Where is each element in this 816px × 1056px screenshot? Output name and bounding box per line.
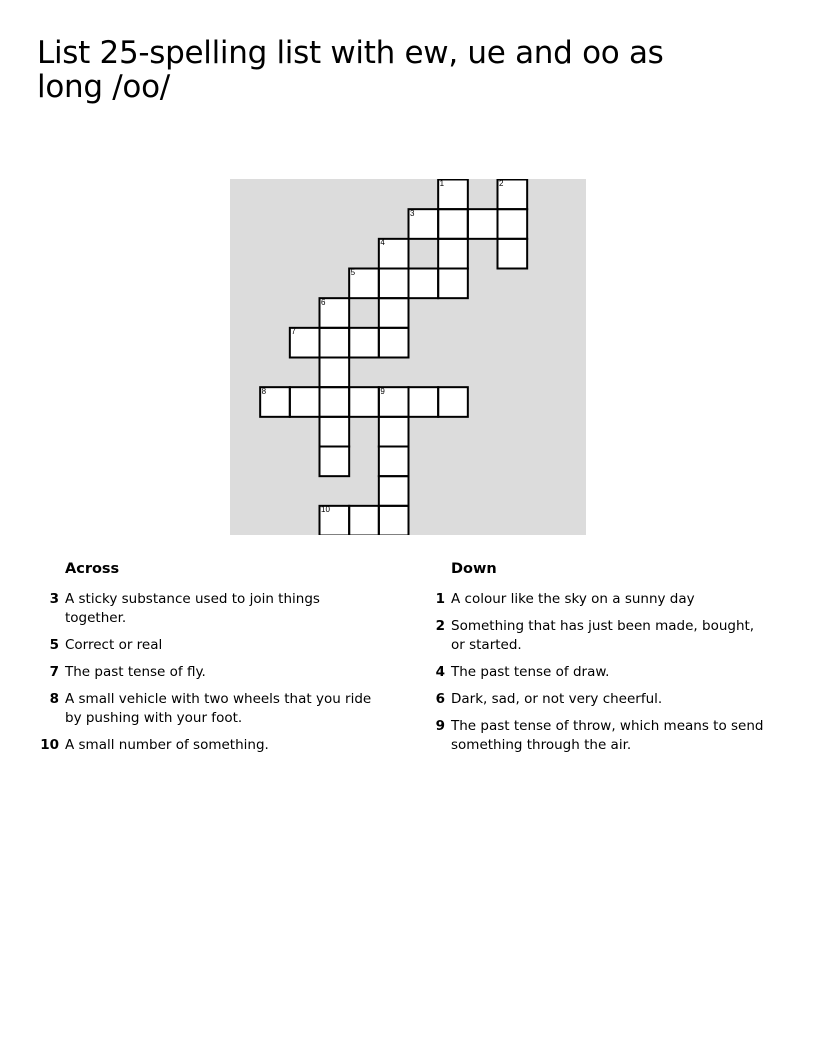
clue-number: 8: [49, 691, 59, 707]
clue-number: 4: [435, 664, 445, 680]
down-heading: Down: [451, 561, 497, 577]
crossword-cell[interactable]: [260, 387, 290, 417]
across-clue: [30, 690, 380, 728]
clue-text: Something that has just been made, bought, or started.: [451, 618, 755, 653]
crossword-cell[interactable]: [378, 476, 408, 506]
crossword-cell[interactable]: [349, 387, 379, 417]
crossword-cell[interactable]: [438, 387, 468, 417]
crossword-cell[interactable]: [349, 505, 379, 535]
clue-number: 3: [49, 591, 59, 607]
clue-number: 1: [435, 591, 445, 607]
cell-number: 8: [261, 386, 267, 396]
crossword-cell[interactable]: [289, 327, 319, 357]
crossword-cell[interactable]: [319, 505, 349, 535]
down-clue-list: [416, 590, 766, 755]
down-clue: [416, 717, 766, 755]
crossword-cell[interactable]: [319, 446, 349, 476]
clue-text: A small vehicle with two wheels that you ride by pushing with your foot.: [65, 691, 372, 726]
crossword-cell[interactable]: [319, 416, 349, 446]
cell-number: 3: [410, 208, 415, 218]
crossword-cell[interactable]: [408, 268, 438, 298]
across-heading: Across: [65, 561, 120, 577]
cell-number: 9: [380, 386, 385, 396]
cell-number: 1: [439, 179, 445, 188]
crossword-cell[interactable]: [408, 387, 438, 417]
crossword-cell[interactable]: [497, 179, 527, 209]
crossword-cell[interactable]: [467, 209, 497, 239]
cell-number: 5: [350, 268, 356, 277]
clue-text: Dark, sad, or not very cheerful.: [451, 691, 663, 707]
clue-number: 10: [40, 737, 59, 753]
clue-number: 6: [435, 691, 445, 707]
crossword-cell[interactable]: [378, 327, 408, 357]
across-clues: [30, 560, 380, 763]
crossword-cell[interactable]: [497, 238, 527, 268]
crossword-cell[interactable]: [378, 387, 408, 417]
crossword-grid: [230, 179, 586, 535]
crossword-cell[interactable]: [438, 179, 468, 209]
clue-text: The past tense of fly.: [65, 664, 206, 680]
crossword-cell[interactable]: [378, 446, 408, 476]
clue-text: A colour like the sky on a sunny day: [451, 591, 695, 607]
crossword-cell[interactable]: [378, 268, 408, 298]
crossword-cell[interactable]: [378, 238, 408, 268]
crossword-cell[interactable]: [319, 357, 349, 387]
crossword-cell[interactable]: [408, 209, 438, 239]
crossword-cell[interactable]: [289, 387, 319, 417]
down-clue: [416, 663, 766, 682]
crossword-cell[interactable]: [319, 387, 349, 417]
clue-number: 5: [49, 637, 59, 653]
crossword-cell[interactable]: [438, 238, 468, 268]
crossword-cell[interactable]: [349, 327, 379, 357]
down-clues: [416, 560, 766, 763]
crossword-cell[interactable]: [378, 505, 408, 535]
across-clue: [30, 590, 380, 628]
across-clue-list: [30, 590, 380, 755]
clue-text: Correct or real: [65, 637, 163, 653]
clue-text: The past tense of draw.: [451, 664, 610, 680]
crossword-cell[interactable]: [349, 268, 379, 298]
crossword-cell[interactable]: [438, 209, 468, 239]
down-clue: [416, 690, 766, 709]
cell-number: 6: [321, 297, 326, 307]
down-clue: [416, 617, 766, 655]
crossword-cell[interactable]: [438, 268, 468, 298]
clue-text: The past tense of throw, which means to send something through the air.: [451, 718, 764, 753]
cell-number: 10: [321, 505, 330, 515]
clue-text: A small number of something.: [65, 737, 269, 753]
cell-number: 7: [291, 327, 296, 337]
crossword-cell[interactable]: [378, 298, 408, 328]
down-clue: [416, 590, 766, 609]
clue-number: 9: [435, 718, 445, 734]
crossword-cell[interactable]: [378, 416, 408, 446]
clue-text: A sticky substance used to join things together.: [65, 591, 320, 626]
clue-number: 7: [49, 664, 59, 680]
cell-number: 4: [380, 238, 385, 248]
page-title: List 25-spelling list with ew, ue and oo as long /oo/: [37, 35, 664, 105]
cell-number: 2: [499, 179, 504, 188]
crossword-cell[interactable]: [319, 327, 349, 357]
crossword-cell[interactable]: [319, 298, 349, 328]
across-clue: [30, 663, 380, 682]
clue-number: 2: [435, 618, 445, 634]
across-clue: [30, 736, 380, 755]
across-clue: [30, 636, 380, 655]
crossword-cell[interactable]: [497, 209, 527, 239]
